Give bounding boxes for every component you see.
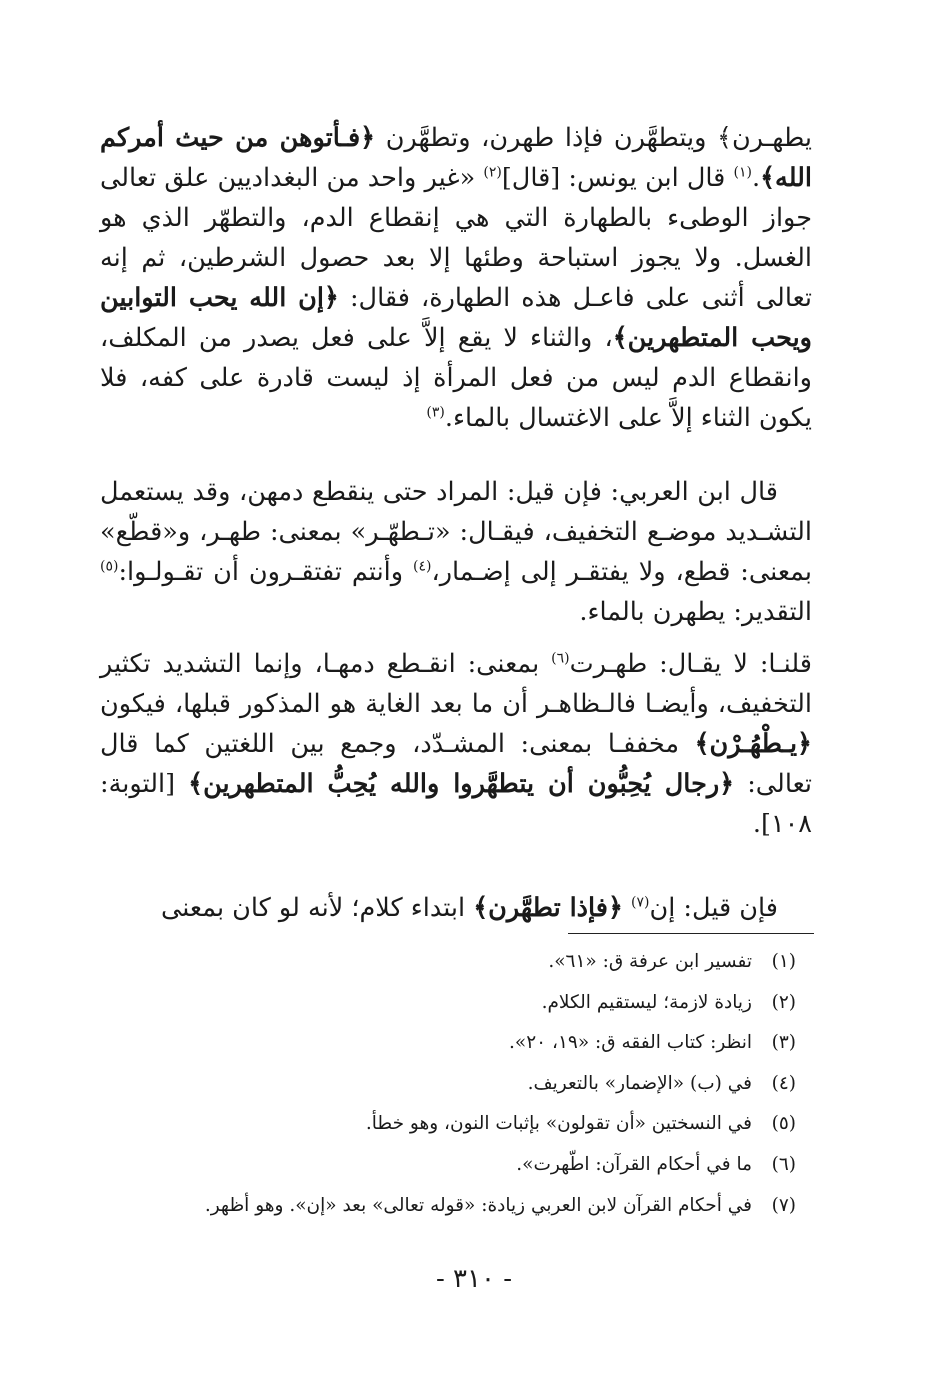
footnote-text: زيادة لازمة؛ ليستقيم الكلام. — [541, 991, 752, 1013]
paragraph — [100, 888, 812, 928]
text-run: فإن قيل: إن — [649, 893, 778, 923]
footnotes — [120, 942, 796, 1226]
footnote — [120, 942, 796, 983]
footnote-marker[interactable]: (٦) — [551, 650, 570, 667]
footnote-number: (٢) — [771, 991, 796, 1013]
text-run: ابتداء كلام؛ لأنه لو كان بمعنى — [160, 893, 474, 923]
quran-quote: ﴿إن الله يحب التوابين ويحب المتطهرين﴾ — [100, 283, 812, 353]
footnote-number: (٤) — [771, 1072, 796, 1094]
footnote — [120, 983, 796, 1024]
text-run: بمعنى: انقـطع دمهـا، وإنما التشديد تكثير التخفيف، وأيضـا فالـظاهـر أن ما بعد الغاية هو المذكور قبلها، فيكون — [100, 649, 812, 719]
footnote-number: (٧) — [771, 1194, 796, 1216]
text-run: قال ابن العربي: فإن قيل: المراد حتى ينقطع دمهن، وقد يستعمل التشـديد موضـع التخفيف، فيقـال: «تـطهّـر» بمعنى: طهـر، و«قطّع» بمعنى: قطع، ولا يفتقـر إلى إضـمار، — [100, 477, 812, 587]
quran-quote: ﴿رجال يُحِبُّون أن يتطهَّروا والله يُحِبُّ المتطهرين﴾ — [188, 769, 735, 799]
main-text — [100, 118, 812, 928]
footnote-text: انظر: كتاب الفقه ق: «١٩، ٢٠». — [509, 1032, 752, 1054]
text-run: «غير واحد من البغداديين علق تعالى جواز الوطىء بالطهارة التي هي إنقطاع الدم، والتطهّر الذي هو الغسل. ولا يجوز استباحة وطئها إلا بعد حصول الشرطين، ثم إنه تعالى أثنى على فاعـل هذه الطهارة، فقال: — [100, 163, 812, 313]
footnote-number: (٥) — [771, 1113, 796, 1135]
paragraph — [100, 118, 812, 438]
text-run: التقدير: يطهرن بالماء. — [579, 597, 812, 627]
text-run: قلنـا: لا يقـال: طهـرت — [569, 649, 812, 679]
footnote-marker[interactable]: (٤) — [413, 558, 432, 575]
paragraph — [100, 472, 812, 632]
footnote-separator — [568, 933, 814, 934]
text-run: [التوبة: ١٠٨]. — [100, 769, 812, 839]
footnote — [120, 1186, 796, 1227]
footnote-number: (٦) — [771, 1153, 796, 1175]
footnote-number: (٣) — [771, 1032, 796, 1054]
footnote — [120, 1023, 796, 1064]
paragraph-gap — [100, 632, 812, 644]
text-run: مخففـا بمعنى: المشـدّد، وجمع بين اللغتين كما قال تعالى: — [100, 729, 812, 799]
footnote-marker[interactable]: (٢) — [483, 164, 502, 181]
page-number: - ٣١٠ - — [435, 1264, 513, 1294]
text-run — [623, 893, 631, 923]
paragraph — [100, 644, 812, 844]
footnote-marker[interactable]: (٥) — [100, 558, 119, 575]
footnote-marker[interactable]: (٣) — [426, 404, 445, 421]
quran-quote: ﴿يـطْهُـرْن﴾ — [694, 729, 812, 759]
text-run: قال ابن يونس: [قال] — [501, 163, 734, 193]
quran-quote: ﴿فإذا تطهَّرن﴾ — [473, 893, 623, 923]
text-run: يطهـرن﴾ ويتطهَّرن فإذا طهرن، وتطهَّرن — [375, 123, 812, 153]
footnote-marker[interactable]: (١) — [733, 164, 752, 181]
footnote-text: ما في أحكام القرآن: اطّهرت». — [516, 1153, 752, 1175]
text-run: وأنتم تفتقـرون أن تقـولـوا: — [118, 557, 413, 587]
footnote-text: في (ب) «الإضمار» بالتعريف. — [527, 1072, 752, 1094]
text-run: ، والثناء لا يقع إلاَّ على فعل يصدر من المكلف، وانقطاع الدم ليس من فعل المرأة إذ ليست قادرة على كفه، فلا يكون الثناء إلاَّ على الاغتسال بالماء. — [100, 323, 812, 433]
footnote — [120, 1064, 796, 1105]
footnote-text: في أحكام القرآن لابن العربي زيادة: «قوله تعالى» بعد «إن». وهو أظهر. — [204, 1194, 752, 1216]
quran-quote: ﴿فـأتوهن من حيث أمركم الله﴾ — [100, 123, 813, 193]
paragraph-gap — [100, 844, 812, 888]
footnote — [120, 1145, 796, 1186]
footnote — [120, 1104, 796, 1145]
footnote-marker[interactable]: (٧) — [631, 894, 650, 911]
footnote-text: تفسير ابن عرفة ق: «٦١». — [548, 951, 752, 972]
footnote-text: في النسختين «أن تقولون» بإثبات النون، وهو خطأ. — [365, 1113, 752, 1135]
text-run: . — [751, 163, 761, 193]
footnote-number: (١) — [771, 951, 796, 972]
paragraph-gap — [100, 438, 812, 472]
